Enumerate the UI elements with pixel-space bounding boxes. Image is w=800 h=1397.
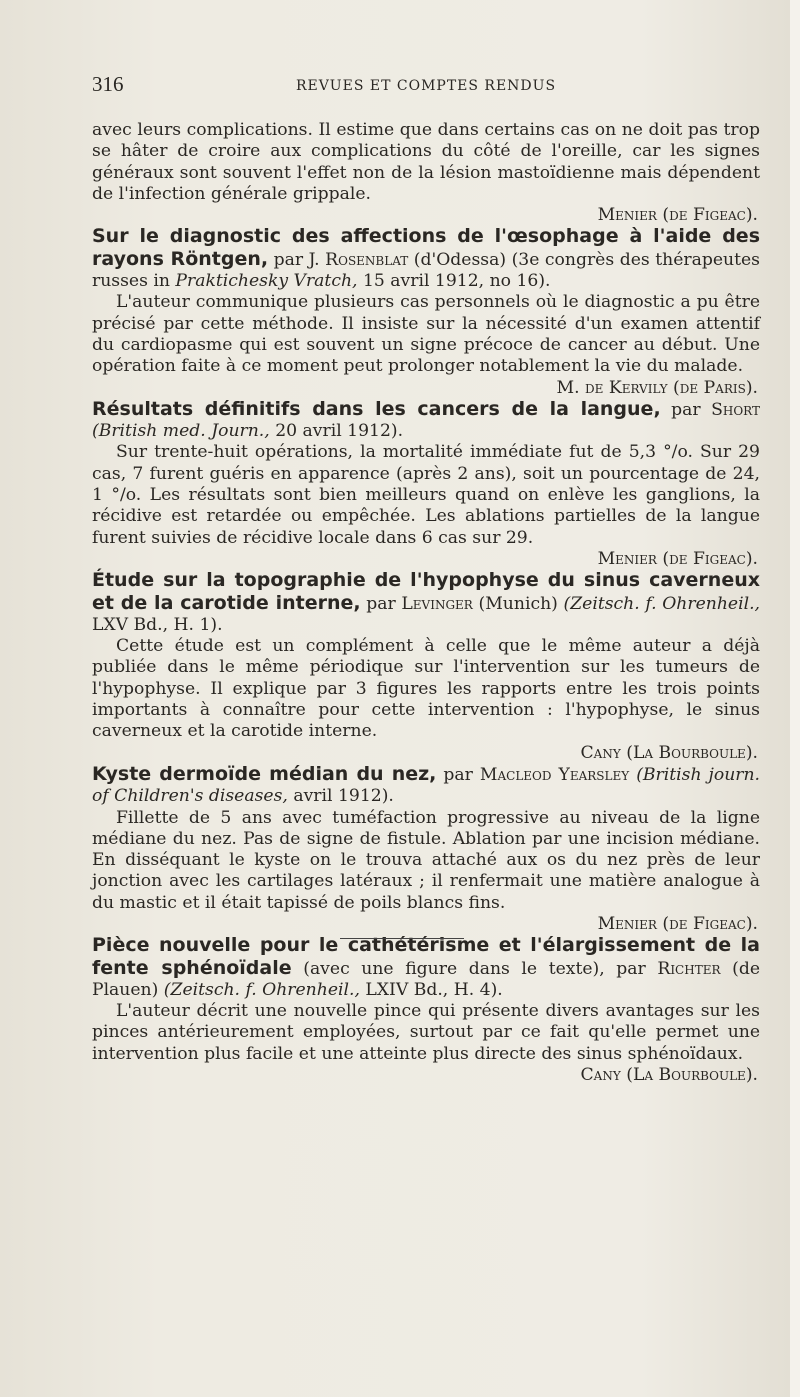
reviewer-signature: Menier (de Figeac).: [597, 548, 758, 569]
article-source: (avec une figure dans le texte), par: [303, 958, 646, 979]
article-date: 20 avril 1912).: [275, 421, 404, 442]
article-heading: [92, 570, 760, 636]
article-title: Sur le diagnostic des affections de l'œsophage à l'aide des rayons Röntgen,: [92, 225, 760, 270]
article-body: L'auteur décrit une nouvelle pince qui présente divers avantages sur les pinces antérieurement employées, surtout par ce fait qu'elle permet une intervention plus facile et une atteinte plus directe des sinus sphénoïdaux.: [92, 1001, 760, 1064]
article-heading: [92, 764, 760, 808]
article-location: (de Plauen): [92, 958, 760, 1000]
article-by: par: [671, 399, 701, 420]
article-journal: (Zeitsch. f. Ohrenheil.,: [163, 979, 360, 1000]
page-edge: [790, 0, 800, 1397]
article-title: Pièce nouvelle pour le cathétérisme et l'élargissement de la fente sphénoïdale: [92, 934, 760, 979]
article-journal: (British med. Journ.,: [92, 421, 270, 442]
article-date: LXV Bd., H. 1).: [92, 614, 223, 635]
reviewer-signature: Menier (de Figeac).: [597, 205, 758, 226]
page-number: 316: [92, 72, 124, 96]
article-date: LXIV Bd., H. 4).: [365, 979, 503, 1000]
page-header: [92, 72, 760, 104]
article-hypophyse: [92, 570, 760, 764]
article-author: Macleod Yearsley: [479, 764, 630, 785]
article-source: (Munich): [478, 593, 558, 614]
article-body: Cette étude est un complément à celle que le même auteur a déjà publiée dans le même périodique sur l'intervention sur les tumeurs de l'hypophyse. Il explique par 3 figures les rapports entre les trois points importants à connaître pour cette intervention : l'hypophyse, le sinus caverneux et la carotide interne.: [92, 636, 760, 742]
article-kyste: [92, 764, 760, 935]
article-heading: [92, 226, 760, 292]
article-body: Fillette de 5 ans avec tuméfaction progressive au niveau de la ligne médiane du nez. Pas de signe de fistule. Ablation par une incision médiane. En disséquant le kyste on le trouva attaché aux os du nez près de leur jonction avec les cartilages latéraux ; il renfermait une matière analogue à du mastic et il était tapissé de poils blancs fins.: [92, 807, 760, 913]
article-journal: (Zeitsch. f. Ohrenheil.,: [563, 593, 760, 614]
reviewer-signature: Cany (La Bourboule).: [580, 742, 758, 763]
article-by: par: [366, 593, 396, 614]
article-langue: [92, 399, 760, 570]
article-oesophage: [92, 226, 760, 398]
article-date: 15 avril 1912, no 16).: [362, 271, 551, 292]
article-author: Levinger: [401, 593, 473, 614]
article-title: Kyste dermoïde médian du nez,: [92, 762, 437, 785]
article-body: Sur trente-huit opérations, la mortalité immédiate fut de 5,3 °/o. Sur 29 cas, 7 furent guéris en apparence (après 2 ans), soit un pourcentage de 24, 1 °/o. Les résultats sont bien meilleurs quand on enlève les ganglions, la récidive est retardée ou empêchée. Les ablations partielles de la langue furent suivies de récidive locale dans 6 cas sur 29.: [92, 442, 760, 548]
reviewer-signature: Cany (La Bourboule).: [580, 1065, 758, 1086]
article-journal: Praktichesky Vratch,: [175, 271, 358, 292]
page-body: [92, 120, 760, 1086]
article-author: Rosenblat: [325, 249, 409, 270]
reviewer-signature: Menier (de Figeac).: [597, 913, 758, 934]
article-author: Richter: [657, 958, 721, 979]
article-by: par: [443, 764, 473, 785]
article-by: par J.: [273, 249, 320, 270]
reviewer-signature: M. de Kervily (de Paris).: [556, 377, 758, 398]
article-source: (d'Odessa) (3e congrès des thérapeutes russes in: [92, 249, 760, 292]
article-journal: (British journ. of Children's diseases,: [92, 764, 761, 807]
end-rule: [340, 938, 464, 939]
article-body: avec leurs complications. Il estime que dans certains cas on ne doit pas trop se hâter de croire aux complications du côté de l'oreille, car les signes généraux sont souvent l'effet non de la lésion mastoïdienne mais dépendent de l'infection générale grippale.: [92, 120, 760, 204]
article-catheterisme: [92, 935, 760, 1086]
article-body: L'auteur communique plusieurs cas personnels où le diagnostic a pu être précisé par cette méthode. Il insiste sur la nécessité d'un examen attentif du cardiopasme qui est souvent un signe précoce de cancer au début. Une opération faite à ce moment peut prolonger notablement la vie du malade.: [92, 292, 760, 377]
article-heading: [92, 935, 760, 1001]
running-title: REVUES ET COMPTES RENDUS: [295, 78, 557, 94]
article-date: avril 1912).: [293, 786, 394, 807]
article-author: Short: [711, 399, 760, 420]
article-continued: [92, 120, 760, 226]
article-title: Étude sur la topographie de l'hypophyse du sinus caverneux et de la carotide interne,: [92, 569, 760, 614]
article-heading: [92, 399, 760, 443]
article-title: Résultats définitifs dans les cancers de la langue,: [92, 397, 661, 420]
